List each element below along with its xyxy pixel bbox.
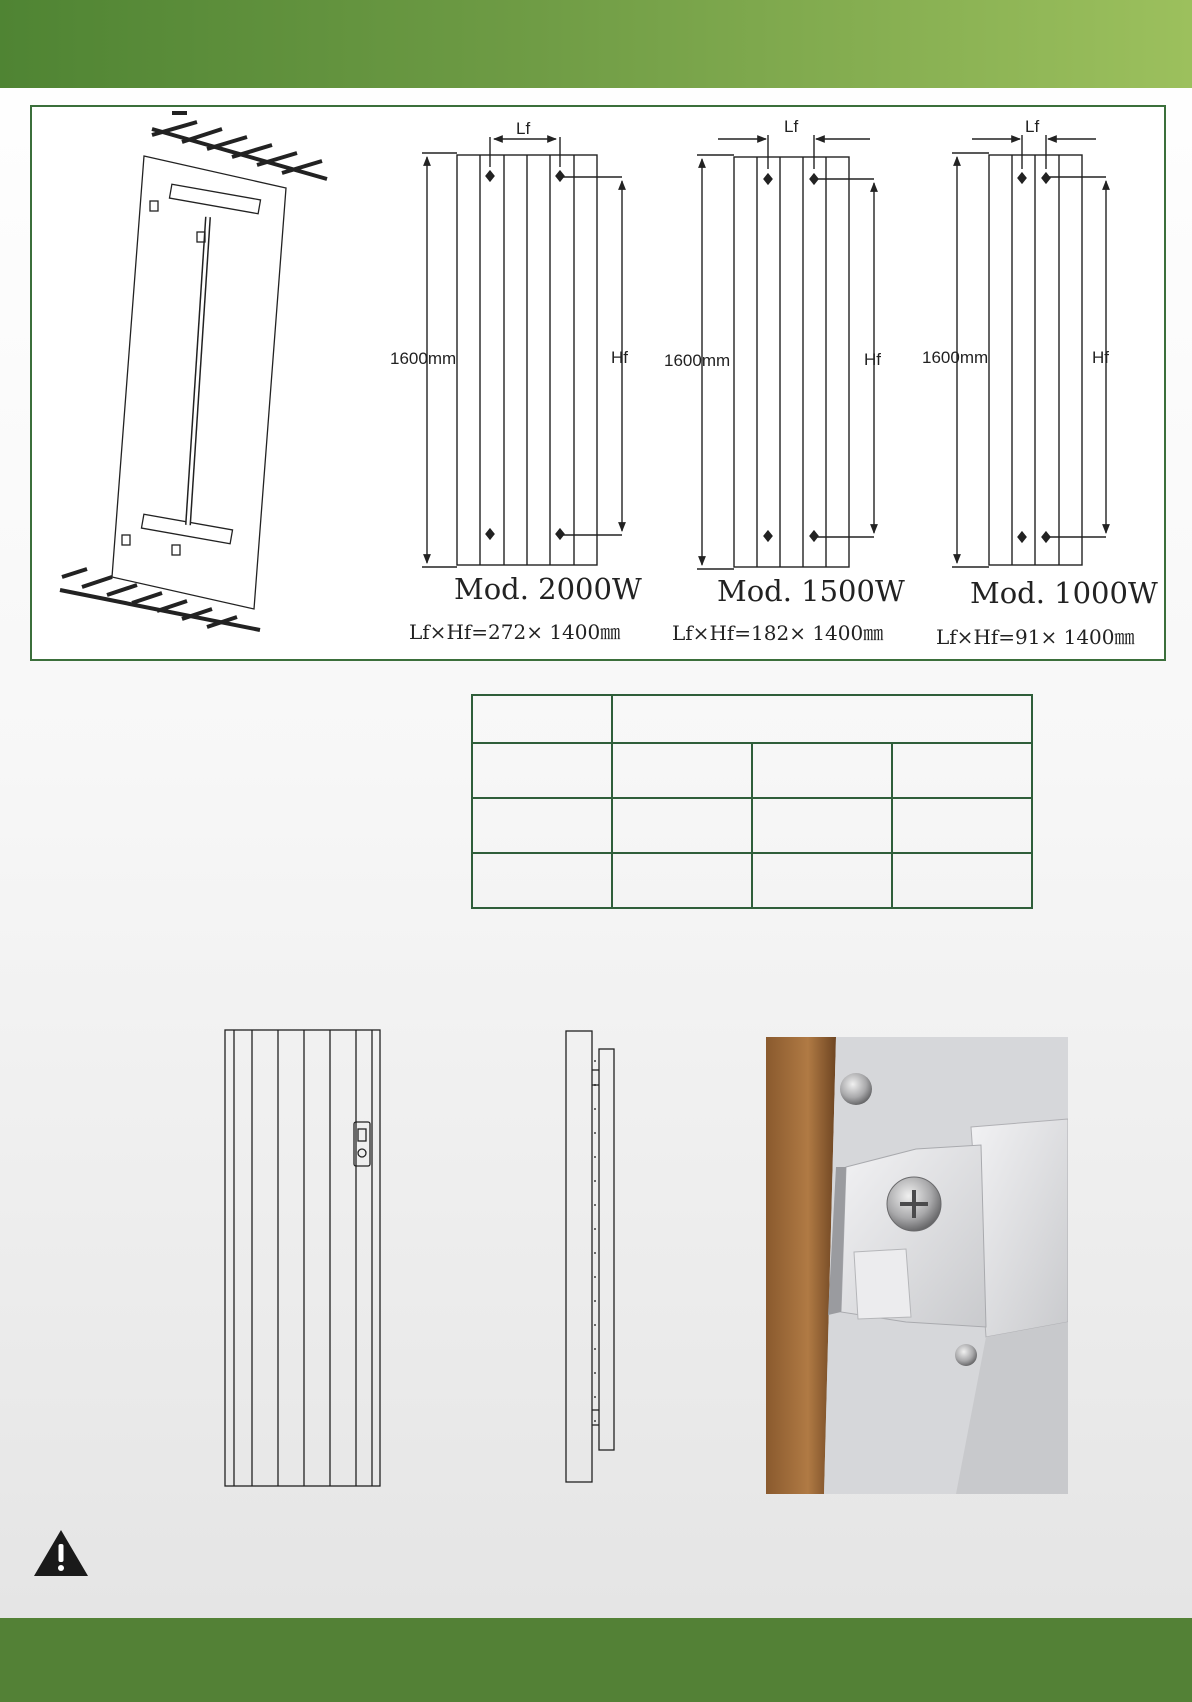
model-1000w-title: Mod. 1000W xyxy=(970,576,1158,610)
heater-side-view xyxy=(565,1030,620,1495)
lf-label-1000w: Lf xyxy=(1025,117,1040,136)
table-row xyxy=(472,853,1032,908)
table-cell xyxy=(612,695,1032,743)
table-cell xyxy=(892,853,1032,908)
model-1500w-title: Mod. 1500W xyxy=(717,574,905,608)
table-cell xyxy=(472,798,612,853)
header-band xyxy=(0,0,1192,88)
heater-front-view xyxy=(224,1029,384,1489)
spec-table xyxy=(471,694,1033,909)
model-2000w-formula: Lf×Hf=272× 1400㎜ xyxy=(409,620,621,644)
table-cell xyxy=(612,743,752,798)
table-cell xyxy=(752,853,892,908)
table-cell xyxy=(892,743,1032,798)
lf-label-1500w: Lf xyxy=(784,117,799,136)
footer-band xyxy=(0,1618,1192,1702)
model-2000w-title: Mod. 2000W xyxy=(454,572,642,606)
table-cell xyxy=(612,853,752,908)
model-1500w-formula: Lf×Hf=182× 1400㎜ xyxy=(672,621,884,645)
table-cell xyxy=(752,743,892,798)
table-cell xyxy=(892,798,1032,853)
table-cell xyxy=(472,743,612,798)
warning-icon xyxy=(32,1528,90,1578)
table-row xyxy=(472,695,1032,743)
bracket-illustration xyxy=(766,1037,1068,1494)
table-cell xyxy=(612,798,752,853)
diagram-svg xyxy=(32,107,1168,663)
table-row xyxy=(472,798,1032,853)
table-cell xyxy=(752,798,892,853)
hf-label-1000w: Hf xyxy=(1092,348,1109,367)
height-label-1500w: 1600mm xyxy=(664,351,731,370)
model-1000w-formula: Lf×Hf=91× 1400㎜ xyxy=(936,625,1135,649)
table-cell xyxy=(472,853,612,908)
height-label-1000w: 1600mm xyxy=(922,348,989,367)
hf-label-1500w: Hf xyxy=(864,350,881,369)
table-cell xyxy=(472,695,612,743)
wall-mounting-sketch xyxy=(60,113,327,630)
lf-label-2000w: Lf xyxy=(516,119,531,138)
table-row xyxy=(472,743,1032,798)
hf-label-2000w: Hf xyxy=(611,348,628,367)
mounting-bracket-photo xyxy=(766,1037,1068,1494)
height-label-2000w: 1600mm xyxy=(390,349,457,368)
installation-diagram xyxy=(30,105,1166,661)
